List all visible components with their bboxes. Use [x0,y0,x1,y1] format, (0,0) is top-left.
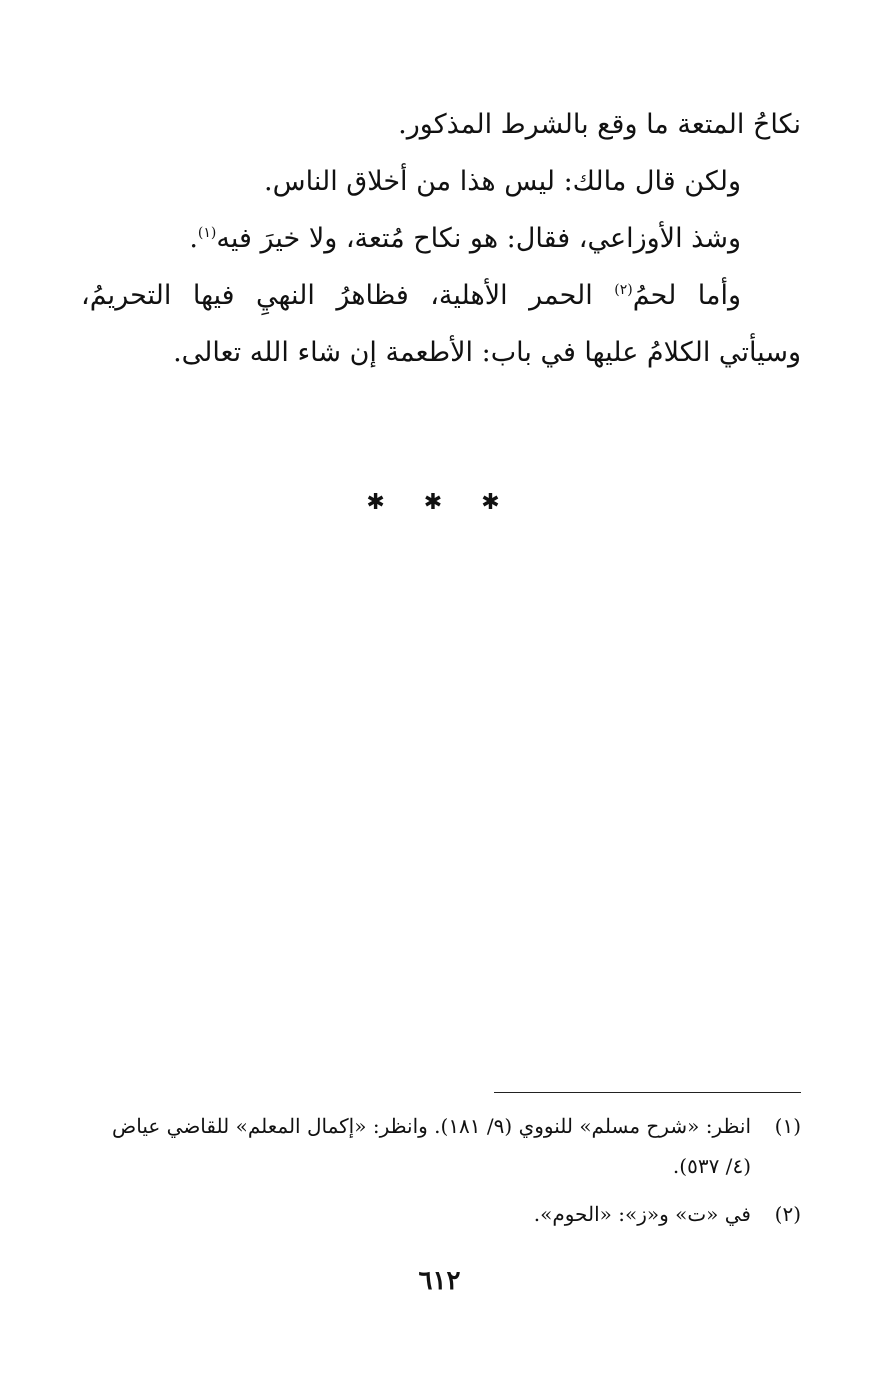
footnote-number: (١) [774,1114,801,1138]
main-text [81,96,801,381]
paragraph-malik: ولكن قال مالك: ليس هذا من أخلاق الناس. [264,166,741,197]
footnote-item [81,1106,801,1186]
paragraph-continuation: نكاحُ المتعة ما وقع بالشرط المذكور. [398,109,801,140]
paragraph-domestic-donkeys [81,267,801,381]
footnote-number: (٢) [774,1202,801,1226]
footnote-ref-1: (١) [197,225,217,241]
footnote-text: في «ت» و«ز»: «الحوم». [533,1202,751,1226]
footnote-text: انظر: «شرح مسلم» للنووي (٩/ ١٨١). وانظر: «إكمال المعلم» للقاضي عياض (٤/ ٥٣٧). [112,1114,751,1178]
separator-star-icon: ✱ [481,490,526,515]
paragraph-meat-start: وأما لحمُ [632,280,742,311]
footnote-ref-2: (٢) [614,282,633,298]
separator-star-icon: ✱ [423,490,469,515]
separator-star-icon: ✱ [366,490,411,515]
page-number: ٦١٢ [418,1266,461,1296]
footnote-divider [494,1092,801,1093]
section-separator [0,490,879,515]
paragraph-awzai-text: وشذ الأوزاعي، فقال: هو نكاح مُتعة، ولا خيرَ فيه [216,223,741,254]
paragraph-awzai [81,210,801,267]
footnote-item [81,1194,801,1234]
footnotes-section [81,1106,801,1242]
paragraph-meat-rest: الحمر الأهلية، فظاهرُ النهيِ فيها التحريمُ، وسيأتي الكلامُ عليها في باب: الأطعمة إن شاء الله تعالى. [81,280,801,368]
paragraph-awzai-end: . [189,223,198,254]
